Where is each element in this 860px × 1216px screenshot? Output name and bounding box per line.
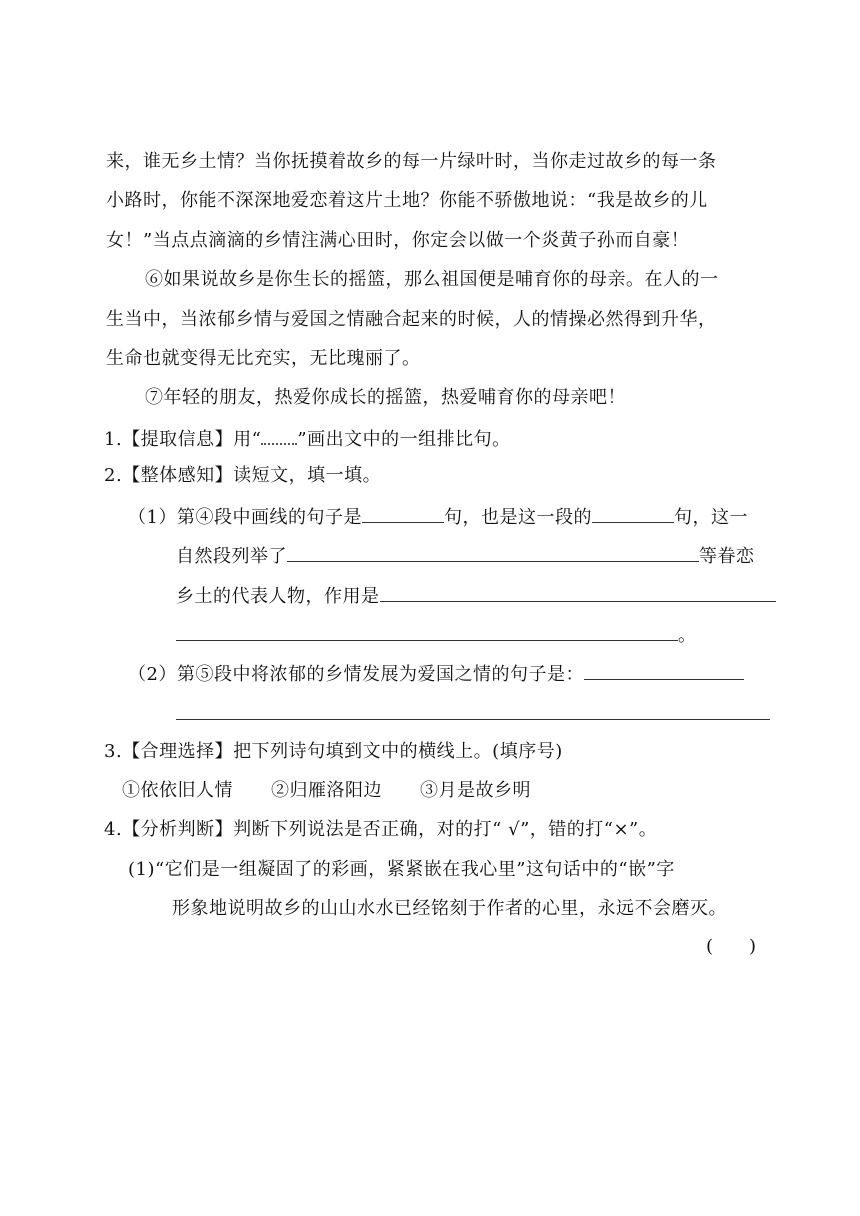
- wavy-underline-sample: [261, 425, 297, 445]
- question-1: [104, 425, 511, 452]
- question-2-sub-1-text-c: 句，这一: [673, 507, 748, 528]
- question-3-options: [122, 779, 531, 803]
- question-2-sub-1-text-e: 等眷恋: [699, 546, 755, 567]
- question-2-title: 2.【整体感知】读短文，填一填。: [104, 465, 382, 486]
- question-4-title: 4.【分析判断】判断下列说法是否正确，对的打“ √”，错的打“×”。: [104, 819, 658, 840]
- answer-blank-2[interactable]: [592, 504, 674, 523]
- option-1: ①依依旧人情: [122, 780, 233, 801]
- answer-blank-6[interactable]: [584, 661, 744, 680]
- paragraph-6-line-3: 生命也就变得无比充实，无比瑰丽了。: [106, 348, 421, 369]
- answer-line-7[interactable]: [176, 719, 770, 720]
- answer-blank-4[interactable]: [380, 583, 776, 602]
- paragraph-6-line-1: ⑥如果说故乡是你生长的摇篮，那么祖国便是哺育你的母亲。在人的一: [145, 269, 719, 290]
- question-2-sub-1-line-2: [176, 543, 755, 569]
- question-2-sub-1-text-a: （1）第④段中画线的句子是: [128, 507, 362, 528]
- answer-blank-5[interactable]: [176, 622, 678, 641]
- question-2-sub-1-line-3: [176, 583, 776, 609]
- judgement-parentheses[interactable]: ( ): [706, 936, 757, 957]
- answer-blank-3[interactable]: [287, 543, 699, 562]
- question-2-sub-1-text-d: 自然段列举了: [176, 546, 287, 567]
- option-2: ②归雁洛阳边: [271, 780, 382, 801]
- question-2-sub-2-line-1: [128, 661, 744, 687]
- question-1-suffix: ”画出文中的一组排比句。: [297, 429, 511, 450]
- paragraph-7-line-1: ⑦年轻的朋友，热爱你成长的摇篮，热爱哺育你的母亲吧！: [145, 387, 626, 408]
- question-2-sub-1-line-1: [128, 504, 748, 530]
- question-4-sub-1-line-2: 形象地说明故乡的山山水水已经铭刻于作者的心里，永远不会磨灭。: [172, 898, 727, 919]
- passage-line-3: 女！”当点点滴滴的乡情注满心田时，你定会以做一个炎黄子孙而自豪！: [106, 230, 690, 251]
- question-2-sub-1-end: 。: [678, 625, 697, 646]
- passage-line-1: 来，谁无乡土情？当你抚摸着故乡的每一片绿叶时，当你走过故乡的每一条: [106, 151, 717, 172]
- question-2-sub-2-text: （2）第⑤段中将浓郁的乡情发展为爱国之情的句子是：: [128, 664, 584, 685]
- question-2-sub-1-text-b: 句，也是这一段的: [443, 507, 592, 528]
- passage-line-2: 小路时，你能不深深地爱恋着这片土地？你能不骄傲地说：“我是故乡的儿: [106, 190, 708, 211]
- question-4-sub-1-line-1: (1)“它们是一组凝固了的彩画，紧紧嵌在我心里”这句话中的“嵌”字: [128, 859, 675, 880]
- question-2-sub-1-text-f: 乡土的代表人物，作用是: [176, 586, 380, 607]
- paragraph-6-line-2: 生当中，当浓郁乡情与爱国之情融合起来的时候，人的情操必然得到升华，: [106, 309, 717, 330]
- answer-blank-1[interactable]: [362, 504, 444, 523]
- question-3-title: 3.【合理选择】把下列诗句填到文中的横线上。(填序号): [104, 741, 563, 762]
- option-3: ③月是故乡明: [420, 780, 531, 801]
- question-1-prefix: 1.【提取信息】用“: [104, 429, 262, 450]
- question-2-sub-1-line-4: [176, 622, 697, 648]
